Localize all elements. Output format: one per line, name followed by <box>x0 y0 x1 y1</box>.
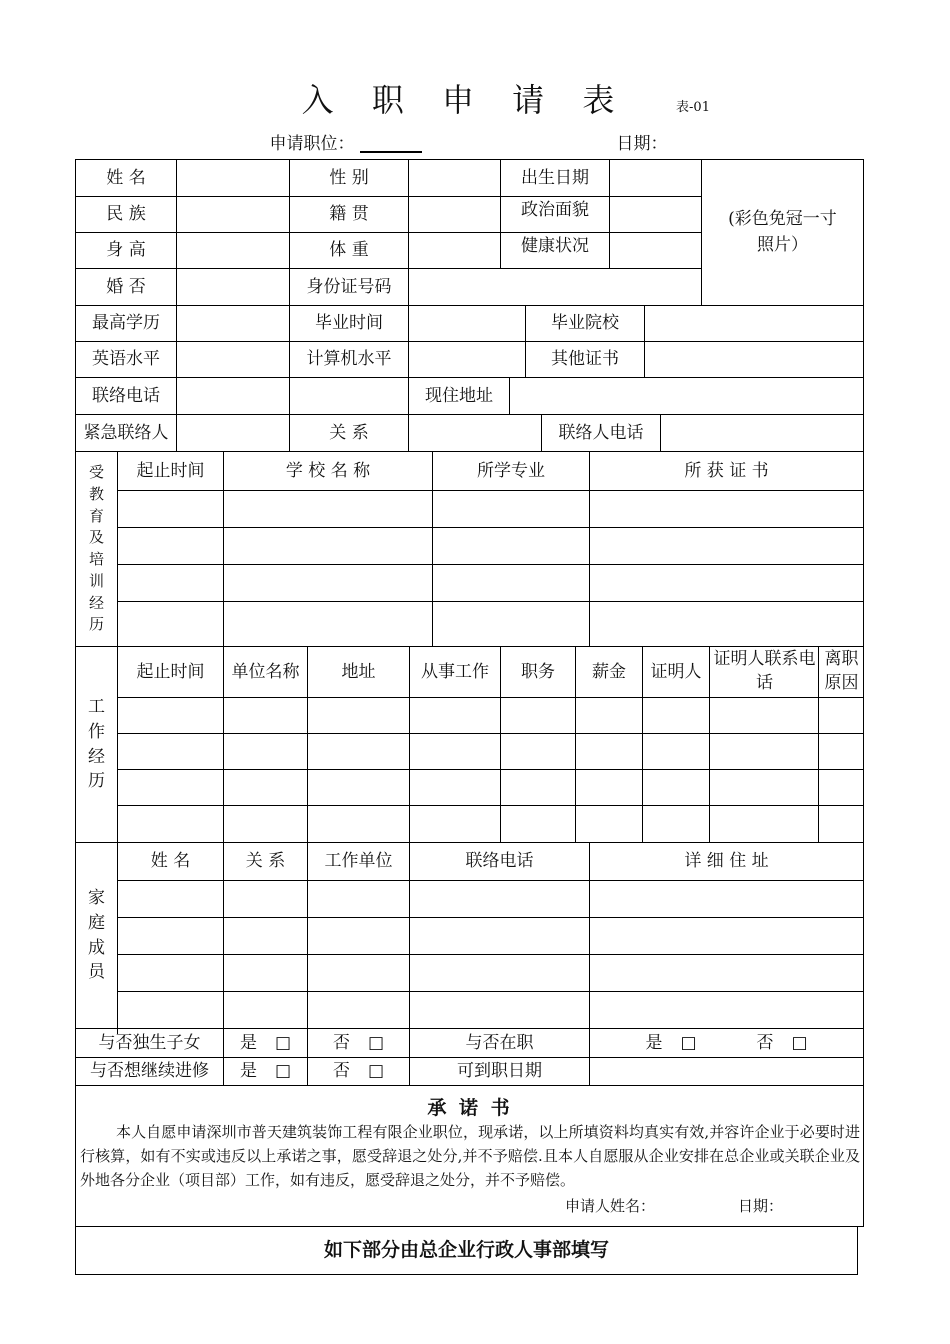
label-further-study: 与否想继续进修 <box>90 1061 209 1082</box>
work-header-address: 地址 <box>341 661 376 682</box>
label-education: 最高学历 <box>92 313 160 334</box>
input-school[interactable] <box>645 306 863 341</box>
pledge-text: 本人自愿申请深圳市普天建筑装饰工程有限企业职位，现承诺，以上所填资料均真实有效,并容许企业于必要时进行核算，如有不实或违反以上承诺之事，愿受辞退之处分,并不予赔偿.且本人自愿服从企业安排在总企业或关联企业及外地各分企业（项目部）工作，如有违反，愿受辞退之处分，并不予赔偿。 <box>80 1123 860 1189</box>
work-header-referee: 证明人 <box>650 661 702 682</box>
label-address: 现住地址 <box>425 385 493 406</box>
position-underline <box>360 151 422 153</box>
edu-header-major: 所学专业 <box>477 460 545 481</box>
only-child-yes[interactable] <box>224 1029 307 1057</box>
work-side-label <box>76 647 117 842</box>
edu-char: 受 <box>88 463 104 481</box>
label-marital: 婚 否 <box>106 276 146 297</box>
checkbox-icon[interactable]: □ <box>791 1032 808 1053</box>
position-label: 申请职位： <box>269 133 355 154</box>
edu-header-certs: 所 获 证 书 <box>684 460 769 481</box>
form-code: 表-01 <box>676 100 710 116</box>
admin-section-note: 如下部分由总企业行政人事部填写 <box>323 1239 609 1262</box>
input-phone[interactable] <box>177 378 408 414</box>
checkbox-icon[interactable]: □ <box>680 1032 697 1053</box>
work-header-job: 从事工作 <box>421 661 489 682</box>
photo-placeholder[interactable] <box>702 160 863 305</box>
input-available-date[interactable] <box>590 1058 863 1085</box>
position-input[interactable] <box>360 132 422 152</box>
yes-label: 是 <box>239 1061 257 1082</box>
input-education[interactable] <box>177 306 289 341</box>
label-health: 健康状况 <box>521 236 589 257</box>
label-only-child: 与否独生子女 <box>98 1032 201 1053</box>
label-birth: 出生日期 <box>521 167 589 188</box>
work-char: 经 <box>88 746 105 767</box>
no-label: 否 <box>332 1032 350 1053</box>
input-native-place[interactable] <box>409 197 500 232</box>
checkbox-icon[interactable]: □ <box>367 1061 385 1082</box>
label-id-number: 身份证号码 <box>306 276 392 297</box>
input-birth[interactable] <box>610 160 701 196</box>
yes-label: 是 <box>645 1032 663 1053</box>
label-politics: 政治面貌 <box>521 200 589 221</box>
input-grad-time[interactable] <box>409 306 525 341</box>
label-native-place: 籍 贯 <box>329 204 369 225</box>
label-english: 英语水平 <box>92 349 160 370</box>
checkbox-icon[interactable]: □ <box>274 1061 292 1082</box>
input-height[interactable] <box>177 233 289 268</box>
no-label: 否 <box>332 1061 350 1082</box>
employed-options[interactable] <box>590 1029 863 1057</box>
further-study-yes[interactable] <box>224 1058 307 1085</box>
label-school: 毕业院校 <box>551 313 619 334</box>
family-char: 庭 <box>88 912 105 933</box>
work-header-leave-reason: 离职原因 <box>824 649 859 693</box>
label-emergency: 紧急联络人 <box>83 422 169 443</box>
label-phone: 联络电话 <box>92 385 160 406</box>
input-emergency[interactable] <box>177 415 289 451</box>
header-date-label: 日期： <box>616 133 668 154</box>
yes-label: 是 <box>239 1032 257 1053</box>
edu-header-period: 起止时间 <box>136 460 205 481</box>
work-char: 作 <box>88 721 105 742</box>
edu-char: 训 <box>88 571 104 590</box>
family-char: 员 <box>88 962 105 983</box>
label-contact-phone: 联络人电话 <box>558 422 644 443</box>
edu-char: 历 <box>88 615 104 634</box>
form-title: 入 职 申 请 表 <box>301 80 629 119</box>
work-header-period: 起止时间 <box>136 661 205 682</box>
label-ethnicity: 民 族 <box>106 204 146 225</box>
checkbox-icon[interactable]: □ <box>367 1032 385 1053</box>
label-certs: 其他证书 <box>551 349 619 370</box>
work-header-salary: 薪金 <box>592 661 626 682</box>
edu-header-school: 学 校 名 称 <box>285 460 371 481</box>
work-char: 历 <box>88 771 105 792</box>
label-grad-time: 毕业时间 <box>315 313 383 334</box>
edu-char: 经 <box>88 593 104 612</box>
checkbox-icon[interactable]: □ <box>274 1032 292 1053</box>
family-char: 家 <box>88 888 105 909</box>
pledge-title: 承 诺 书 <box>427 1096 513 1119</box>
work-char: 工 <box>88 697 105 718</box>
only-child-no[interactable] <box>308 1029 409 1057</box>
input-computer[interactable] <box>409 342 525 377</box>
edu-char: 培 <box>88 550 104 568</box>
label-employed: 与否在职 <box>465 1032 534 1053</box>
no-label: 否 <box>756 1032 774 1053</box>
family-header-employer: 工作单位 <box>324 851 393 872</box>
input-english[interactable] <box>177 342 289 377</box>
input-health[interactable] <box>610 233 701 268</box>
input-address[interactable] <box>510 378 863 414</box>
input-name[interactable] <box>177 160 289 196</box>
further-study-no[interactable] <box>308 1058 409 1085</box>
input-weight[interactable] <box>409 233 500 268</box>
work-header-title: 职务 <box>521 661 555 682</box>
label-relation: 关 系 <box>329 422 369 443</box>
family-header-phone: 联络电话 <box>465 851 534 872</box>
input-relation[interactable] <box>409 415 541 451</box>
signature-date-label: 日期： <box>738 1197 784 1215</box>
label-weight: 体 重 <box>329 240 369 261</box>
education-side-label <box>76 452 117 646</box>
input-gender[interactable] <box>409 160 500 196</box>
label-available-date: 可到职日期 <box>457 1061 542 1082</box>
signature-label: 申请人姓名： <box>565 1197 656 1215</box>
family-header-relation: 关 系 <box>245 851 286 872</box>
family-char: 成 <box>88 937 105 958</box>
family-header-address: 详 细 住 址 <box>684 851 769 872</box>
label-height: 身 高 <box>106 240 146 261</box>
family-header-name: 姓 名 <box>150 851 191 872</box>
edu-char: 育 <box>88 506 104 525</box>
edu-char: 教 <box>88 484 104 503</box>
input-contact-phone[interactable] <box>661 415 863 451</box>
work-header-referee-phone: 证明人联系电话 <box>713 649 816 693</box>
label-name: 姓 名 <box>106 167 146 188</box>
input-ethnicity[interactable] <box>177 197 289 232</box>
label-computer: 计算机水平 <box>306 349 392 370</box>
input-politics[interactable] <box>610 197 701 232</box>
photo-text: (彩色免冠一寸照片） <box>728 209 837 255</box>
edu-char: 及 <box>88 528 104 547</box>
label-gender: 性 别 <box>329 167 369 188</box>
family-side-label <box>76 843 117 1028</box>
input-id-number[interactable] <box>409 269 701 305</box>
input-marital[interactable] <box>177 269 289 305</box>
work-header-company: 单位名称 <box>231 661 300 682</box>
input-certs[interactable] <box>645 342 863 377</box>
